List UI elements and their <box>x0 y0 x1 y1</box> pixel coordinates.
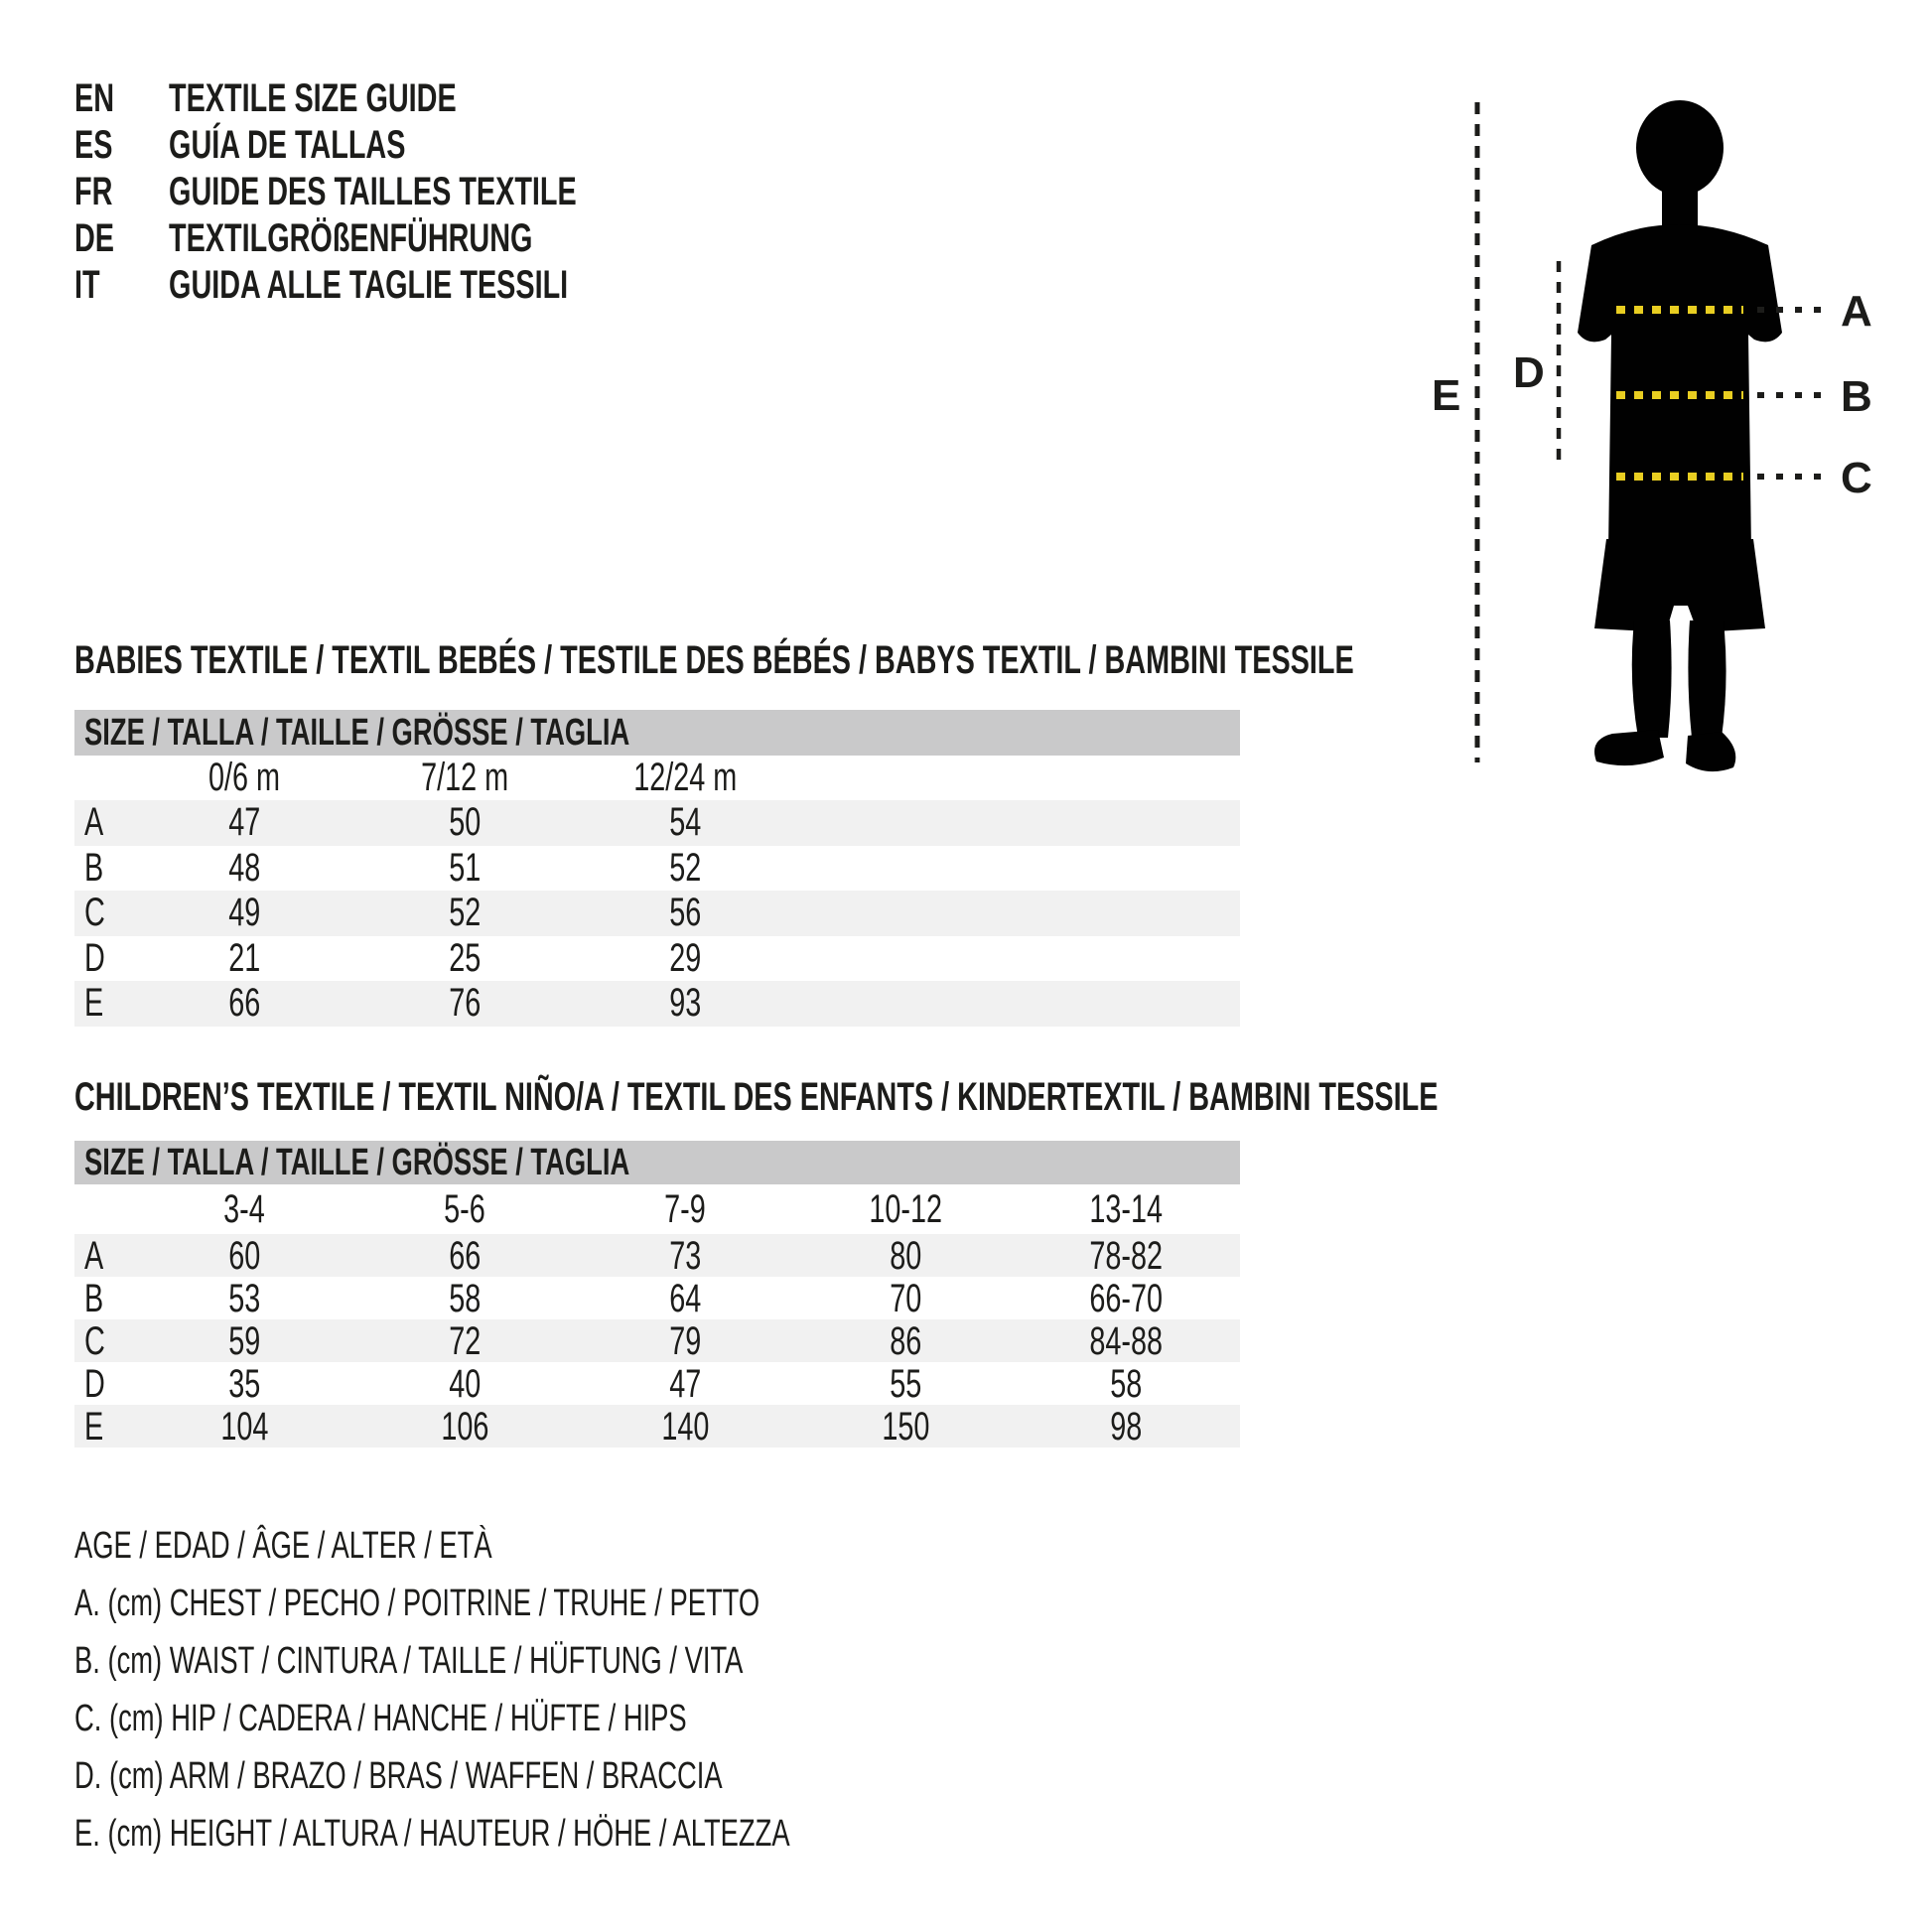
title-row-es <box>74 122 771 169</box>
table-row <box>74 1277 1240 1319</box>
table-cell: 76 <box>448 981 482 1026</box>
children-section-title: CHILDREN’S TEXTILE / TEXTIL NIÑO/A / TEXTIL DES ENFANTS / KINDERTEXTIL / BAMBINI TESSILE <box>74 1074 1439 1119</box>
table-cell: 51 <box>448 845 482 890</box>
table-cell: 98 <box>1109 1405 1143 1449</box>
table-cell: 60 <box>227 1234 261 1278</box>
legend-chest: A. (cm) CHEST / PECHO / POITRINE / TRUHE / PETTO <box>74 1582 760 1624</box>
table-cell: 72 <box>448 1319 482 1363</box>
table-cell: 49 <box>227 891 261 935</box>
title-row-fr <box>74 169 771 215</box>
row-label: D <box>84 935 105 980</box>
children-size-table <box>74 1141 1240 1448</box>
legend-arm: D. (cm) ARM / BRAZO / BRAS / WAFFEN / BRACCIA <box>74 1754 723 1797</box>
silhouette-right-shoe <box>1686 732 1735 771</box>
row-label: E <box>84 981 104 1026</box>
col-header: 12/24 m <box>632 756 738 799</box>
babies-size-table <box>74 710 1240 1027</box>
babies-section-title: BABIES TEXTILE / TEXTIL BEBÉS / TESTILE DES BÉBÉS / BABYS TEXTIL / BAMBINI TESSILE <box>74 637 1354 682</box>
table-cell: 79 <box>668 1319 702 1363</box>
table-cell: 93 <box>668 981 702 1026</box>
table-row <box>74 891 1240 936</box>
table-cell: 150 <box>881 1405 930 1449</box>
title-row-it <box>74 262 771 309</box>
legend-height: E. (cm) HEIGHT / ALTURA / HAUTEUR / HÖHE / ALTEZZA <box>74 1812 790 1855</box>
row-label: A <box>84 1234 104 1278</box>
col-header: 5-6 <box>444 1186 485 1231</box>
table-cell: 58 <box>448 1277 482 1320</box>
lang-code: IT <box>74 263 100 307</box>
guide-title: GUIDE DES TAILLES TEXTILE <box>169 170 577 213</box>
table-cell: 70 <box>889 1277 922 1320</box>
table-row <box>74 981 1240 1027</box>
table-row <box>74 1362 1240 1405</box>
size-header-band: SIZE / TALLA / TAILLE / GRÖSSE / TAGLIA <box>74 1141 1240 1184</box>
legend-hip: C. (cm) HIP / CADERA / HANCHE / HÜFTE / HIPS <box>74 1697 687 1739</box>
row-label: B <box>84 845 104 890</box>
table-cell: 104 <box>219 1405 269 1449</box>
col-header: 10-12 <box>869 1186 942 1231</box>
lang-code: ES <box>74 123 113 167</box>
table-cell: 66 <box>448 1234 482 1278</box>
guide-title: TEXTILE SIZE GUIDE <box>169 76 457 120</box>
col-header: 7-9 <box>664 1186 706 1231</box>
table-cell: 53 <box>227 1277 261 1320</box>
row-label: E <box>84 1405 104 1449</box>
table-cell: 78-82 <box>1089 1234 1163 1278</box>
table-cell: 80 <box>889 1234 922 1278</box>
lang-code: EN <box>74 76 115 120</box>
children-column-headers <box>74 1184 1240 1234</box>
table-cell: 21 <box>227 935 261 980</box>
table-cell: 55 <box>889 1362 922 1406</box>
col-header: 7/12 m <box>420 756 509 799</box>
table-cell: 47 <box>668 1362 702 1406</box>
table-cell: 66 <box>227 981 261 1026</box>
label-b: B <box>1841 372 1872 421</box>
table-cell: 84-88 <box>1089 1319 1163 1363</box>
silhouette-shorts <box>1594 539 1765 632</box>
table-cell: 29 <box>668 935 702 980</box>
table-cell: 106 <box>440 1405 489 1449</box>
legend-waist: B. (cm) WAIST / CINTURA / TAILLE / HÜFTUNG / VITA <box>74 1639 744 1682</box>
col-header: 13-14 <box>1089 1186 1163 1231</box>
title-row-de <box>74 215 771 262</box>
row-label: A <box>84 800 104 845</box>
table-row <box>74 1405 1240 1448</box>
table-cell: 52 <box>448 891 482 935</box>
table-cell: 25 <box>448 935 482 980</box>
silhouette-left-shoe <box>1594 730 1664 765</box>
table-row <box>74 846 1240 892</box>
table-cell: 48 <box>227 845 261 890</box>
table-cell: 73 <box>668 1234 702 1278</box>
table-row <box>74 1234 1240 1277</box>
lang-code: FR <box>74 170 113 213</box>
size-header-band: SIZE / TALLA / TAILLE / GRÖSSE / TAGLIA <box>74 710 1240 756</box>
legend-age: AGE / EDAD / ÂGE / ALTER / ETÀ <box>74 1524 492 1567</box>
table-cell: 86 <box>889 1319 922 1363</box>
table-cell: 52 <box>668 845 702 890</box>
table-row <box>74 1319 1240 1362</box>
guide-title: GUÍA DE TALLAS <box>169 123 406 167</box>
table-cell: 54 <box>668 800 702 845</box>
label-c: C <box>1841 454 1872 502</box>
table-cell: 140 <box>660 1405 710 1449</box>
table-cell: 50 <box>448 800 482 845</box>
table-cell: 58 <box>1109 1362 1143 1406</box>
lang-code: DE <box>74 216 115 260</box>
table-cell: 59 <box>227 1319 261 1363</box>
label-a: A <box>1841 287 1872 336</box>
measure-legend <box>74 1517 1068 1863</box>
table-cell: 40 <box>448 1362 482 1406</box>
col-header: 3-4 <box>223 1186 265 1231</box>
label-d: D <box>1513 348 1545 397</box>
col-header: 0/6 m <box>207 756 281 799</box>
guide-title: GUIDA ALLE TAGLIE TESSILI <box>169 263 569 307</box>
silhouette-shirt <box>1578 224 1782 551</box>
table-cell: 66-70 <box>1089 1277 1163 1320</box>
table-row <box>74 800 1240 846</box>
label-e: E <box>1432 371 1461 420</box>
guide-title: TEXTILGRÖßENFÜHRUNG <box>169 216 533 260</box>
language-title-block <box>74 75 771 309</box>
table-cell: 35 <box>227 1362 261 1406</box>
table-row <box>74 936 1240 982</box>
row-label: C <box>84 891 105 935</box>
row-label: B <box>84 1277 104 1320</box>
row-label: D <box>84 1362 105 1406</box>
title-row-en <box>74 75 771 122</box>
row-label: C <box>84 1319 105 1363</box>
table-cell: 56 <box>668 891 702 935</box>
babies-column-headers <box>74 756 1240 800</box>
table-cell: 47 <box>227 800 261 845</box>
table-cell: 64 <box>668 1277 702 1320</box>
